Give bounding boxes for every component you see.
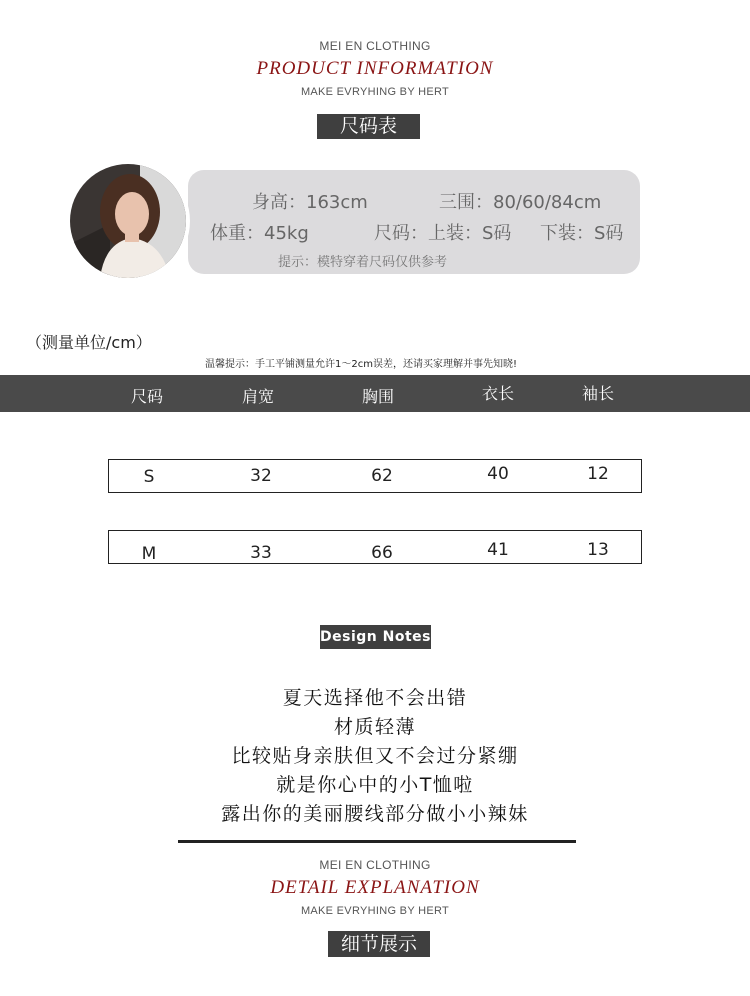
header-chest: 胸围 (361, 387, 394, 406)
measurement-unit-label: （测量单位/cm） (26, 333, 152, 352)
brand-name: MEI EN CLOTHING (319, 39, 431, 53)
design-note-line: 露出你的美丽腰线部分做小小辣妹 (221, 803, 529, 825)
size-chart-tag: 尺码表 (317, 114, 420, 139)
table-row (108, 459, 642, 493)
model-avatar (66, 160, 190, 282)
row-length: 41 (487, 540, 509, 560)
row-sleeve: 13 (587, 540, 609, 560)
section-divider (178, 840, 576, 843)
design-notes-tag: Design Notes (320, 625, 431, 649)
row-chest: 66 (371, 543, 393, 563)
row-length: 40 (487, 464, 509, 484)
model-photo-image (70, 164, 186, 278)
header-length: 衣长 (481, 384, 514, 403)
model-measurements: 三围：80/60/84cm (439, 192, 602, 213)
design-note-line: 比较贴身亲肤但又不会过分紧绷 (231, 745, 519, 767)
size-table-header (0, 375, 750, 412)
product-information-title: PRODUCT INFORMATION (256, 58, 494, 79)
header-size: 尺码 (130, 387, 163, 406)
model-size-bottom: 下装：S码 (540, 223, 624, 244)
model-size-top: 尺码：上装：S码 (374, 223, 512, 244)
design-note-line: 夏天选择他不会出错 (282, 687, 468, 709)
row-sleeve: 12 (587, 464, 609, 484)
detail-brand-subtitle: MAKE EVRYHING BY HERT (300, 905, 450, 917)
model-height: 身高：163cm (252, 192, 368, 213)
row-size: S (143, 467, 155, 487)
header-sleeve: 袖长 (581, 384, 614, 403)
model-weight: 体重：45kg (210, 223, 309, 244)
model-hint: 提示：模特穿着尺码仅供参考 (278, 255, 448, 270)
row-chest: 62 (371, 466, 393, 486)
detail-explanation-title: DETAIL EXPLANATION (270, 877, 480, 898)
row-shoulder: 32 (250, 466, 272, 486)
row-shoulder: 33 (250, 543, 272, 563)
table-row (108, 530, 642, 564)
brand-subtitle: MAKE EVRYHING BY HERT (300, 86, 450, 98)
measurement-tip: 温馨提示：手工平铺测量允许1～2cm误差，还请买家理解并事先知晓! (205, 359, 517, 370)
design-note-line: 就是你心中的小T恤啦 (276, 774, 474, 796)
detail-brand-name: MEI EN CLOTHING (319, 858, 431, 872)
header-shoulder: 肩宽 (241, 387, 274, 406)
detail-display-tag: 细节展示 (328, 931, 430, 957)
design-note-line: 材质轻薄 (333, 716, 416, 738)
row-size: M (141, 544, 157, 564)
